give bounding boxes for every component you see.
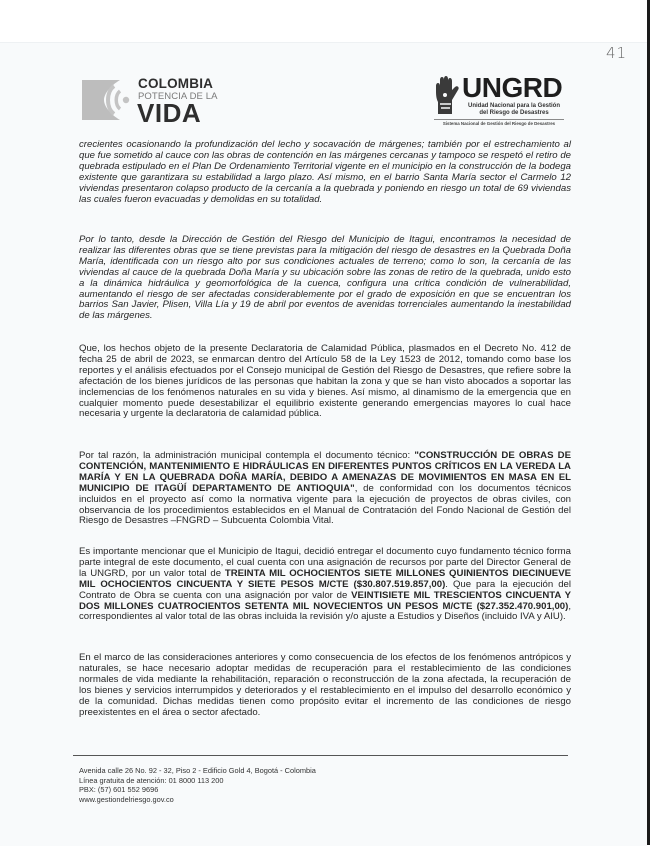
footer-divider — [73, 755, 568, 756]
p5-intro: Es importante mencionar que el Municipio de Itagui, decidió entregar el documento cuyo fundamento técnico forma parte integral de este documento, el cual cuenta con una asignación de recursos por parte del Director General de la UNGRD, por un valor total de — [79, 546, 571, 579]
p4-intro: Por tal razón, la administración municipal contempla el documento técnico: — [79, 450, 415, 461]
paragraph-2: Por lo tanto, desde la Dirección de Gestión del Riesgo del Municipio de Itagui, encontramos la necesidad de realizar las diferentes obras que se tiene previstas para la mitigación del riesgo de desastres en la Quebrada Doña María, identificada con un riesgo alto por sus condiciones actuales de terreno; como lo son, la cercanía de las viviendas al cauce de la quebrada Doña María y su ubicación sobre las zonas de retiro de la quebrada, unido esto a la dinámica hidráulica y geomorfológica de la cuenca, configura una crítica condición de vulnerabilidad, aumentando el riesgo de ser afectadas considerablemente por el grado de exposición en que se encuentran los barrios San Javier, Plisen, Villa Lía y 19 de abril por eventos de avenidas torrenciales aumentando la inestabilidad de las márgenes. — [79, 234, 571, 322]
paragraph-6: En el marco de las consideraciones anteriores y como consecuencia de los efectos de los fenómenos antrópicos y naturales, se hace necesario adoptar medidas de recuperación para el restablecimiento de las condiciones normales de vida mediante la rehabilitación, reparación o reconstrucción de la zona afectada, la recuperación de los bienes y servicios interrumpidos y deteriorados y el restablecimiento en el impulso del desarrollo económico y de la comunidad. Dichas medidas tienen como propósito evitar el incremento de las condiciones de riesgo preexistentes en el área o sector afectado. — [79, 652, 571, 718]
colombia-wave-icon — [80, 78, 134, 122]
footer — [79, 766, 316, 804]
colombia-potencia-de-la-vida-logo — [80, 74, 230, 128]
paragraph-3: Que, los hechos objeto de la presente Declaratoria de Calamidad Pública, plasmados en el Decreto No. 412 de fecha 25 de abril de 2023, se enmarcan dentro del Artículo 58 de la Ley 1523 de 2012, tomando como base los reportes y el análisis efectuados por el Consejo municipal de Gestión del Riesgo de Desastres, que refiere sobre la afectación de los bienes jurídicos de las personas que habitan la zona y que se han visto abocados a soportar las inclemencias de los fenómenos naturales en su vida y bienes. Así mismo, al dinamismo de la emergencia que en cualquier momento puede desestabilizar el equilibrio existente generando emergencias mayores lo cual hace necesaria y urgente la declaratoria de calamidad pública. — [79, 343, 571, 420]
paragraph-5 — [79, 547, 571, 623]
paragraph-4 — [79, 451, 571, 527]
handwritten-page-number: 41 — [606, 44, 628, 62]
logo-text-colombia: COLOMBIA — [138, 76, 214, 91]
contract-value: VEINTISIETE MIL TRESCIENTOS CINCUENTA Y DOS MILLONES CUATROCIENTOS SETENTA MIL NOVECIENTOS UN PESOS M/CTE ($27.352.470.901,00) — [79, 589, 572, 612]
p5-rest: , correspondientes al valor total de las obras incluida la revisión y/o ajuste a Estudios y Diseños (incluido IVA y AIU). — [79, 600, 571, 623]
ungrd-system-name: Sistema Nacional de Gestión del Riesgo de Desastres — [442, 121, 556, 126]
ungrd-hand-icon — [432, 76, 460, 116]
total-value: TREINTA MIL OCHOCIENTOS SIETE MILLONES QUINIENTOS DIECINUEVE MIL OCHOCIENTOS CINCUENTA Y SIETE PESOS M/CTE ($30.807.519.857,00) — [79, 567, 571, 590]
ungrd-logo — [432, 72, 572, 132]
p4-rest: , de conformidad con los documentos técnicos incluidos en el proyecto así como la normativa vigente para la ejecución de proyectos de obras civiles, con observancia de los procedimientos establecidos en el Manual de Contratación del Fondo Nacional de Gestión del Riesgo de Desastres –FNGRD – Subcuenta Colombia Vital. — [79, 482, 571, 527]
ungrd-acronym: UNGRD — [462, 72, 563, 103]
logo-text-vida: VIDA — [137, 98, 202, 128]
ungrd-logo-divider — [434, 119, 564, 120]
footer-toll-free: Línea gratuita de atención: 01 8000 113 200 — [79, 775, 224, 785]
logo-text-potencia: POTENCIA DE LA — [138, 91, 218, 102]
ungrd-full-name: Unidad Nacional para la Gestión del Riesgo de Desastres — [467, 103, 561, 116]
footer-pbx: PBX: (57) 601 552 9696 — [79, 785, 159, 794]
footer-address: Avenida calle 26 No. 92 - 32, Piso 2 - Edificio Gold 4, Bogotá - Colombia — [79, 766, 316, 775]
footer-website: www.gestiondelriesgo.gov.co — [79, 794, 174, 804]
paragraph-1: crecientes ocasionando la profundización del lecho y socavación de márgenes; también por el estrechamiento al que fue sometido al cauce con las obras de contención en las márgenes cercanas y tampoco se respetó el retiro de quebrada estipulado en el Plan De Ordenamiento Territorial vigente en el municipio en la construcción de la bodega existente que garantizara su estabilidad a largo plazo. Así mismo, en el barrio Santa María sector el Carmelo 12 viviendas presentaron colapso producto de la cercanía a la quebrada y poniendo en riesgo un total de 69 viviendas las cuales fueron evacuadas y demolidas en su totalidad. — [79, 139, 571, 205]
project-title: "CONSTRUCCIÓN DE OBRAS DE CONTENCIÓN, MANTENIMIENTO E HIDRÁULICAS EN DIFERENTES PUNTOS CRÍTICOS EN LA VEREDA LA MARÍA Y EN LA QUEBRADA DOÑA MARÍA, DEBIDO A AMENAZAS DE MOVIMIENTOS EN MASA EN EL MUNICIPIO DE ITAGÜÍ DEPARTAMENTO DE ANTIOQUIA" — [79, 450, 571, 494]
p5-middle: . Que para la ejecución del Contrato de Obra se cuenta con una asignación por valor de — [79, 578, 571, 601]
